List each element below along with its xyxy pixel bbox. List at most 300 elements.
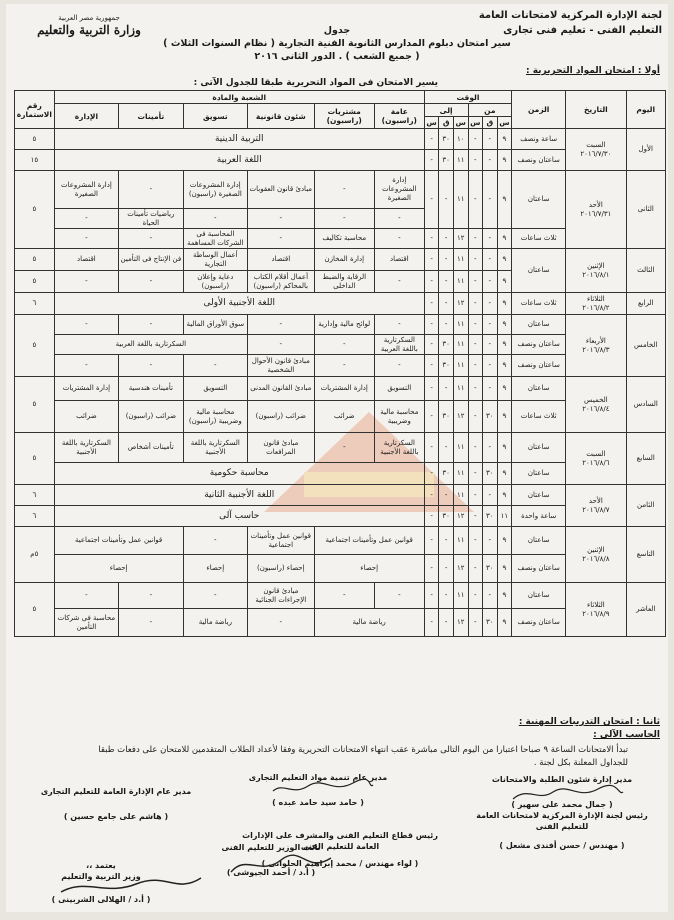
time-cell: - [424, 463, 439, 485]
date-value: ٢٠١٦/٨/٧ [582, 505, 610, 514]
form-no: ٦ [15, 293, 55, 315]
subject: إدارة المشتريات [314, 377, 374, 401]
time-cell: - [424, 150, 439, 171]
time-cell: ١١ [453, 335, 468, 355]
table-row [15, 527, 666, 555]
time-cell: - [439, 527, 454, 555]
signature-name: ( حامد سيد حامد عبده ) [272, 798, 364, 807]
subject: المحاسبة فى الشركات المساهمة [183, 229, 247, 249]
time-cell: - [483, 583, 498, 609]
date-value: ٢٠١٦/٨/٣ [582, 345, 610, 354]
time-cell: - [439, 609, 454, 637]
date-value: ٢٠١٦/٨/٨ [582, 554, 610, 563]
time-cell: ٣٠ [483, 506, 498, 527]
header-from-h: س [497, 117, 512, 129]
duration: ساعتان [512, 377, 566, 401]
time-cell: - [424, 401, 439, 433]
time-cell: - [468, 271, 483, 293]
signature-name: ( أ.د / الهلالى الشربينى ) [51, 895, 151, 904]
form-no: ٦ [15, 485, 55, 506]
header-purchases: مشتريات (راسبون) [314, 104, 374, 129]
time-cell: - [483, 527, 498, 555]
time-cell: ٣٠ [483, 555, 498, 583]
header-date: التاريخ [566, 91, 626, 129]
exam-schedule-table [14, 90, 666, 637]
date-cell [566, 315, 626, 377]
time-cell: - [439, 271, 454, 293]
duration: ساعتان ونصف [512, 609, 566, 637]
subject: - [183, 209, 247, 229]
time-cell: ٩ [497, 150, 512, 171]
day-cell [626, 293, 666, 315]
time-cell: ٣٠ [483, 463, 498, 485]
subject: التربية الدينية [54, 129, 424, 150]
day-name: السبت [586, 140, 606, 149]
section-1-subheading: يسير الامتحان فى المواد التحريرية طبقا للجدول الآتى : [193, 78, 438, 88]
duration: ثلاث ساعات [512, 401, 566, 433]
time-cell: - [439, 249, 454, 271]
time-cell: - [439, 229, 454, 249]
time-cell: - [483, 229, 498, 249]
header-marketing: تسويق [183, 104, 247, 129]
time-cell: ١١ [453, 433, 468, 463]
time-cell: ٩ [497, 315, 512, 335]
date-value: ٢٠١٦/٧/٣٠ [580, 149, 612, 158]
time-cell: ٣٠ [439, 463, 454, 485]
duration: ثلاث ساعات [512, 293, 566, 315]
subject: - [314, 171, 374, 209]
logo-caption: جمهورية مصر العربية [58, 14, 120, 22]
duration: ساعتان [512, 527, 566, 555]
subject: اقتصاد [248, 249, 315, 271]
time-cell: - [439, 293, 454, 315]
subject: دعاية وإعلان (راسبون) [183, 271, 247, 293]
section-2-title: ثانيا : امتحان التدريبات المهنية : [518, 717, 660, 727]
day-cell [626, 433, 666, 485]
header-time: الوقت [424, 91, 511, 104]
time-cell: ٩ [497, 355, 512, 377]
time-cell: - [483, 171, 498, 229]
subject: السكرتارية باللغة الأجنبية [374, 433, 424, 463]
header-day: اليوم [626, 91, 666, 129]
subject: محاسبة مالية وضريبية (راسبون) [183, 401, 247, 433]
subject: - [248, 609, 315, 637]
subject: قوانين عمل وتأمينات اجتماعية [54, 527, 183, 555]
day-name: السبت [586, 449, 606, 458]
duration: ثلاث ساعات [512, 229, 566, 249]
subject: - [119, 583, 183, 609]
time-cell: - [424, 555, 439, 583]
subject: تأمينات أشخاص [119, 433, 183, 463]
signature-block [16, 786, 216, 822]
subject: السكرتارية باللغة العربية [374, 335, 424, 355]
subject: - [183, 583, 247, 609]
form-no: ٥ [15, 171, 55, 249]
time-cell: ٩ [497, 555, 512, 583]
table-row [15, 377, 666, 401]
subject: - [183, 355, 247, 377]
form-no: ٥ [15, 433, 55, 485]
header-to-h: س [453, 117, 468, 129]
subject: اقتصاد [54, 249, 118, 271]
subject: إدارة المشتريات [54, 377, 118, 401]
signature-approval: يعتمد ،، [86, 861, 116, 870]
date-cell [566, 527, 626, 583]
subject: حاسب آلى [54, 506, 424, 527]
header-from-s: س [468, 117, 483, 129]
time-cell: - [424, 583, 439, 609]
time-cell: - [468, 583, 483, 609]
subject: أعمال الوساطة التجارية [183, 249, 247, 271]
time-cell: - [424, 315, 439, 335]
date-value: ٢٠١٦/٨/٦ [582, 458, 610, 467]
time-cell: - [468, 249, 483, 271]
day-name: الأحد [588, 496, 603, 505]
time-cell: - [424, 527, 439, 555]
subject: - [54, 229, 118, 249]
title-line-3: ( جميع الشعب ) . الدور الثانى ٢٠١٦ [254, 51, 420, 62]
header-admin: الإدارة [54, 104, 118, 129]
subject: محاسبة تكاليف [314, 229, 374, 249]
day-name: الأحد [588, 200, 603, 209]
date-cell [566, 583, 626, 637]
header-to-s: س [424, 117, 439, 129]
day-ordinal: الخامس [634, 341, 658, 349]
header-to: إلى [424, 104, 468, 117]
table-row [15, 249, 666, 271]
time-cell: - [468, 527, 483, 555]
subject: قوانين عمل وتأمينات اجتماعية [248, 527, 315, 555]
signature-name: ( مهندس / حسن أفندى مشعل ) [499, 841, 625, 850]
time-cell: ١٢ [453, 229, 468, 249]
time-cell: ٩ [497, 271, 512, 293]
signature-name: ( أ.د / أحمد الجيوشى ) [226, 868, 316, 877]
subject: - [54, 209, 118, 229]
date-cell [566, 171, 626, 249]
date-value: ٢٠١٦/٨/٤ [582, 404, 610, 413]
form-no: ٥ [15, 377, 55, 433]
day-ordinal: الثانى [637, 205, 654, 213]
subject: - [314, 209, 374, 229]
day-cell [626, 377, 666, 433]
time-cell: ١٢ [453, 609, 468, 637]
form-no: ٥ [15, 583, 55, 637]
subject: فن الإنتاج فى التأمين [119, 249, 183, 271]
form-no: ٥ [15, 315, 55, 377]
time-cell: - [424, 433, 439, 463]
time-cell: ٩ [497, 485, 512, 506]
subject: إحصاء [314, 555, 424, 583]
title-line-1: جدول [323, 25, 351, 36]
signature-name: ( هاشم على جامع حسين ) [63, 812, 169, 821]
day-ordinal: الثامن [637, 501, 655, 509]
subject: لوائح مالية وإدارية [314, 315, 374, 335]
handwritten-signature-graphic [268, 779, 378, 799]
time-cell: - [439, 315, 454, 335]
time-cell: ٣٠ [439, 335, 454, 355]
day-ordinal: السابع [636, 454, 655, 462]
header-general: عامة (راسبون) [374, 104, 424, 129]
day-name: الثلاثاء [586, 600, 605, 609]
subject: التسويق [183, 377, 247, 401]
subject: إحصاء [183, 555, 247, 583]
day-ordinal: السادس [633, 400, 658, 408]
subject: - [314, 335, 374, 355]
subject: - [374, 229, 424, 249]
time-cell: ١٢ [453, 555, 468, 583]
date-value: ٢٠١٦/٧/٣١ [580, 209, 612, 218]
issuing-line-1: لجنة الإدارة المركزية لامتحانات العامة [478, 10, 662, 21]
time-cell: - [483, 377, 498, 401]
time-cell: - [468, 377, 483, 401]
subject: مبادئ قانون العقوبات [248, 171, 315, 209]
subject: - [374, 271, 424, 293]
time-cell: ٣٠ [439, 150, 454, 171]
table-row [15, 485, 666, 506]
time-cell: - [439, 555, 454, 583]
subject: ضرائب [314, 401, 374, 433]
signature-title: وزير التربية والتعليم [61, 872, 141, 881]
time-cell: - [424, 377, 439, 401]
time-cell: - [439, 485, 454, 506]
time-cell: - [468, 433, 483, 463]
date-value: ٢٠١٦/٨/٢ [582, 303, 610, 312]
subject: قوانين عمل وتأمينات اجتماعية [314, 527, 424, 555]
time-cell: - [424, 229, 439, 249]
time-cell: ١١ [453, 463, 468, 485]
duration: ساعتان ونصف [512, 150, 566, 171]
section-1-heading: أولا : امتحان المواد التحريرية : [525, 66, 660, 76]
time-cell: ٣٠ [439, 506, 454, 527]
subject: - [248, 335, 315, 355]
time-cell: - [424, 506, 439, 527]
signature-title: نائب الوزير للتعليم الفنى [221, 843, 321, 852]
date-cell [566, 129, 626, 171]
table-row [15, 129, 666, 150]
section-2-heading [519, 716, 660, 742]
duration: ساعتان [512, 463, 566, 485]
subject: - [374, 583, 424, 609]
time-cell: - [424, 171, 439, 229]
section-2-subtitle: الحاسب الآلى : [593, 730, 660, 740]
time-cell: - [468, 485, 483, 506]
subject: التسويق [374, 377, 424, 401]
duration: ساعتان [512, 315, 566, 335]
subject: رياضة مالية [183, 609, 247, 637]
title-line-2: سير امتحان دبلوم المدارس الثانوية الفنية التجارية ( نظام السنوات الثلاث ) [163, 38, 511, 49]
subject: إدارة المخازن [314, 249, 374, 271]
time-cell: ١١ [453, 271, 468, 293]
form-no: ٥ [15, 271, 55, 293]
time-cell: ١١ [453, 583, 468, 609]
signature-title: مدير عام الإدارة العامة للتعليم التجارى [40, 787, 192, 796]
table-row [15, 583, 666, 609]
subject: - [54, 271, 118, 293]
time-cell: ١٢ [453, 293, 468, 315]
subject: رياضيات تأمينات الحياة [119, 209, 183, 229]
time-cell: ٩ [497, 401, 512, 433]
time-cell: - [468, 335, 483, 355]
day-ordinal: التاسع [636, 550, 655, 558]
time-cell: - [483, 335, 498, 355]
subject: مبادئ قانون الأحوال الشخصية [248, 355, 315, 377]
date-value: ٢٠١٦/٨/١ [582, 270, 610, 279]
time-cell: ١١ [453, 485, 468, 506]
time-cell: ٣٠ [483, 609, 498, 637]
time-cell: - [468, 229, 483, 249]
practical-exam-note: تبدأ الامتحانات الساعة ٩ صباحا اعتبارا من اليوم التالى مباشرة عقب انتهاء الامتحانات التحريرية وفقا لأعداد الطلاب المتقدمين للامتحان على دفعات طبقا للجداول المعلنة بكل لجنة . [98, 745, 628, 768]
subject: محاسبة مالية وضريبية [374, 401, 424, 433]
subject: - [374, 209, 424, 229]
date-cell [566, 249, 626, 293]
subject: اللغة الأجنبية الأولى [54, 293, 424, 315]
form-no: ٥ [15, 249, 55, 271]
subject: السكرتارية باللغة العربية [54, 335, 247, 355]
time-cell: - [424, 355, 439, 377]
time-cell: ١٢ [453, 506, 468, 527]
time-cell: ٩ [497, 377, 512, 401]
subject: تأمينات هندسية [119, 377, 183, 401]
time-cell: ١١ [453, 315, 468, 335]
time-cell: ١١ [453, 377, 468, 401]
date-cell [566, 377, 626, 433]
time-cell: ١١ [453, 171, 468, 229]
subject: اللغة الأجنبية الثانية [54, 485, 424, 506]
header-to-m: ق [439, 117, 454, 129]
issuing-line-2: التعليم الفنى - تعليم فنى تجارى [503, 25, 662, 36]
day-name: الثلاثاء [586, 294, 605, 303]
header-from-m: ق [483, 117, 498, 129]
subject: - [54, 315, 118, 335]
header-insurance: تأمينات [119, 104, 183, 129]
subject: اقتصاد [374, 249, 424, 271]
time-cell: ٩ [497, 249, 512, 271]
day-cell [626, 583, 666, 637]
date-cell [566, 485, 626, 527]
subject: - [374, 355, 424, 377]
form-no: ٥ [15, 129, 55, 150]
time-cell: - [483, 433, 498, 463]
time-cell: ٩ [497, 583, 512, 609]
duration: ساعتان ونصف [512, 335, 566, 355]
day-cell [626, 249, 666, 293]
subject: - [54, 583, 118, 609]
time-cell: - [483, 315, 498, 335]
subject: - [248, 209, 315, 229]
subject: إحصاء [54, 555, 183, 583]
time-cell: ٩ [497, 229, 512, 249]
duration: ساعتان [512, 485, 566, 506]
subject: مبادئ قانون الإجراءات الجنائية [248, 583, 315, 609]
subject: سوق الأوراق المالية [183, 315, 247, 335]
subject: - [314, 583, 374, 609]
subject: اللغة العربية [54, 150, 424, 171]
time-cell: - [424, 335, 439, 355]
subject: - [119, 355, 183, 377]
subject: ضرائب [54, 401, 118, 433]
subject: محاسبة حكومية [54, 463, 424, 485]
time-cell: ٣٠ [439, 129, 454, 150]
subject: ضرائب (راسبون) [119, 401, 183, 433]
subject: - [314, 433, 374, 463]
time-cell: - [483, 355, 498, 377]
duration: ساعتان ونصف [512, 355, 566, 377]
subject: - [248, 315, 315, 335]
subject: - [248, 229, 315, 249]
time-cell: - [424, 271, 439, 293]
form-no: ١٥ [15, 150, 55, 171]
handwritten-signature-graphic [56, 874, 206, 900]
table-row [15, 171, 666, 209]
time-cell: ٣٠ [439, 401, 454, 433]
time-cell: ٩ [497, 609, 512, 637]
subject: - [119, 609, 183, 637]
subject: - [314, 355, 374, 377]
signature-title: رئيس قطاع التعليم الفنى والمشرف على الإدارات العامة للتعليم الفنى [242, 831, 438, 851]
day-name: الخميس [584, 395, 608, 404]
time-cell: ١١ [497, 506, 512, 527]
time-cell: ١١ [453, 150, 468, 171]
day-cell [626, 315, 666, 377]
logo-text: وزارة التربية والتعليم [37, 23, 141, 37]
time-cell: ١١ [453, 355, 468, 377]
subject: - [183, 527, 247, 555]
day-name: الإثنين [587, 545, 605, 554]
subject: ضرائب (راسبون) [248, 401, 315, 433]
subject: إدارة المشروعات الصغيرة (راسبون) [183, 171, 247, 209]
time-cell: ١١ [453, 249, 468, 271]
time-cell: ٩ [497, 463, 512, 485]
date-value: ٢٠١٦/٨/٩ [582, 609, 610, 618]
signature-title: مدير إدارة شئون الطلبة والامتحانات [491, 775, 633, 784]
time-cell: - [468, 555, 483, 583]
exam-schedule-document [6, 4, 668, 912]
time-cell: - [424, 609, 439, 637]
subject: أعمال أقلام الكتاب بالمحاكم (راسبون) [248, 271, 315, 293]
time-cell: - [468, 401, 483, 433]
signature-block [462, 810, 662, 851]
signature-title: رئيس لجنة الإدارة المركزية لامتحانات العامة للتعليم الفنى [476, 811, 648, 831]
subject: - [374, 315, 424, 335]
time-cell: ١٢ [453, 401, 468, 433]
table-row [15, 433, 666, 463]
time-cell: ٩ [497, 171, 512, 229]
header-duration: الزمن [512, 91, 566, 129]
time-cell: - [468, 506, 483, 527]
day-ordinal: الرابع [637, 299, 654, 307]
time-cell: - [468, 171, 483, 229]
time-cell: - [439, 377, 454, 401]
day-ordinal: الأول [638, 145, 653, 153]
time-cell: - [468, 355, 483, 377]
form-no: ٦ [15, 506, 55, 527]
time-cell: - [424, 293, 439, 315]
day-cell [626, 527, 666, 583]
time-cell: - [439, 171, 454, 229]
duration: ساعتان ونصف [512, 555, 566, 583]
time-cell: - [468, 609, 483, 637]
subject: - [119, 315, 183, 335]
time-cell: - [483, 129, 498, 150]
date-cell [566, 293, 626, 315]
time-cell: - [424, 249, 439, 271]
time-cell: ٣٠ [439, 355, 454, 377]
time-cell: - [483, 485, 498, 506]
table-row [15, 293, 666, 315]
time-cell: - [483, 150, 498, 171]
day-ordinal: العاشر [636, 605, 656, 613]
duration: ساعتان [512, 249, 566, 293]
